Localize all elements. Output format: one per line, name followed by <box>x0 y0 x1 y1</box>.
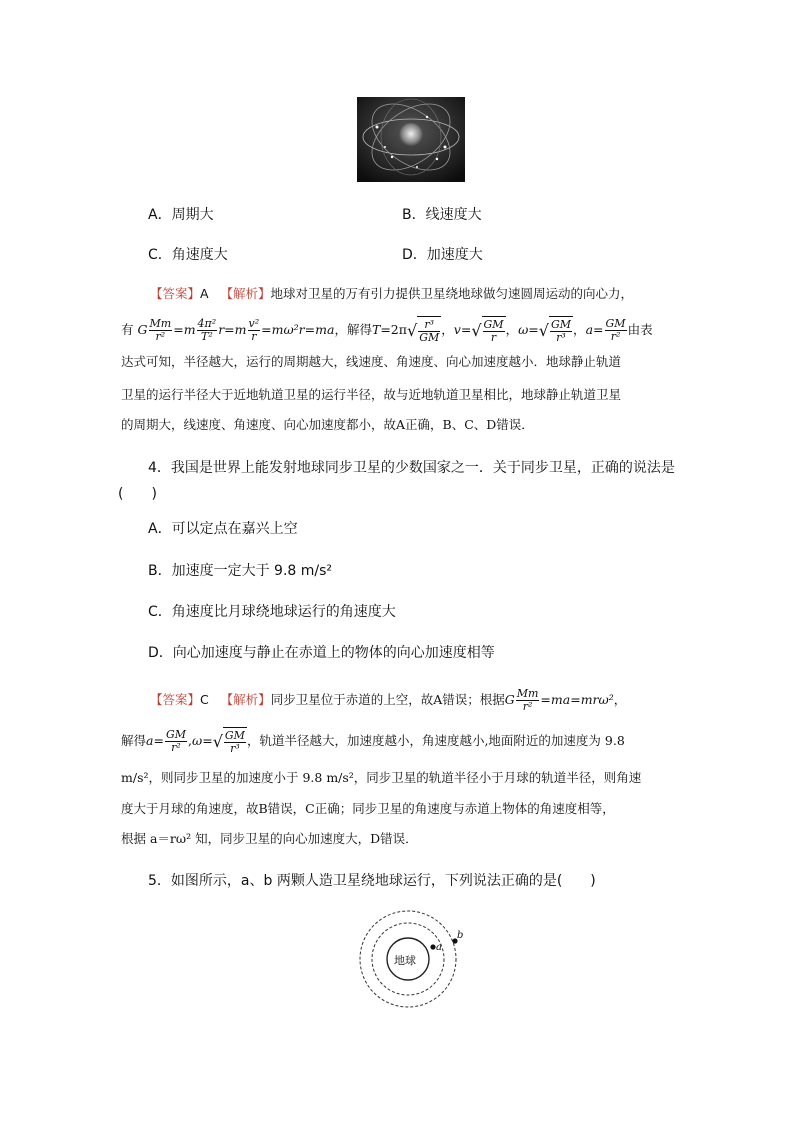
earth-label: 地球 <box>394 954 416 967</box>
analysis-text-2: ，轨道半径越大，加速度越小，角速度越小,地面附近的加速度为 9.8 <box>246 733 625 748</box>
text-jiede: ，解得 <box>334 322 372 337</box>
analysis-text: 同步卫星位于赤道的上空，故A错误；根据 <box>270 692 505 707</box>
q3-answer-line4: 卫星的运行半径大于近地轨道卫星的运行半径，故与近地轨道卫星相比，地球静止轨道卫星 <box>121 387 622 402</box>
text-jiede: 解得 <box>121 733 147 748</box>
q3-answer-line1 <box>150 284 633 304</box>
text-youbiao: 由表 <box>627 322 653 337</box>
answer-tag: 【答案】 <box>150 286 201 301</box>
q4-answer-line2: 解得a= $\frac{GM}{\text{r²}}$ ,ω=√ $\frac{GM}{\text{r³}}$ ，轨道半径越大，加速度越小，角速度越小,地面附近的加速度为 9.8 <box>121 728 625 755</box>
analysis-text: 地球对卫星的万有引力提供卫星绕地球做匀速圆周运动的向心力， <box>270 286 634 301</box>
text-you: 有 <box>121 322 134 337</box>
q4-answer-line3: m/s²，则同步卫星的加速度小于 9.8 m/s²，同步卫星的轨道半径小于月球的轨道半径，则角速 <box>121 770 642 785</box>
q4-option-d: D．向心加速度与静止在赤道上的物体的向心加速度相等 <box>148 645 495 661</box>
q4-option-c: C．角速度比月球绕地球运行的角速度大 <box>148 604 396 620</box>
q3-answer-line3: 达式可知，半径越大，运行的周期越大，线速度、角速度、向心加速度越小．地球静止轨道 <box>121 354 622 369</box>
option-a: A．周期大 <box>148 207 214 223</box>
option-d: D．加速度大 <box>402 247 483 263</box>
orbit-diagram <box>358 908 478 1008</box>
satellite-a-label: a <box>436 942 442 953</box>
orbit-graphic <box>357 97 465 182</box>
q3-answer-line2: 有 G $\frac{Mm}{\text{r²}}$ =m $\frac{\text{4π²}}{\text{T²}}$ r=m $\frac{\text{v²}}{r}$ =mω²r=ma，解得T=2π√ $\frac{\text{r³}}{GM}$ ，v=√ $\frac{GM}{r}$ ，ω=√ $\frac{GM}{\text{r³}}$ ，a= $\frac{GM}{\text{r²}}$ 由表 <box>121 317 653 344</box>
q4-answer-line1: 【答案】C 【解析】同步卫星位于赤道的上空，故A错误；根据G $\frac{Mm}{\text{r²}}$ =ma=mrω²， <box>150 687 627 713</box>
satellite-b-label: b <box>457 930 464 941</box>
q4-answer-line4: 度大于月球的角速度，故B错误，C正确；同步卫星的角速度与赤道上物体的角速度相等， <box>121 801 615 816</box>
q4-stem-line1: 4．我国是世界上能发射地球同步卫星的少数国家之一．关于同步卫星，正确的说法是 <box>148 460 675 476</box>
analysis-tag: 【解析】 <box>220 692 271 707</box>
satellite-a-dot <box>430 944 435 949</box>
answer-letter: C <box>200 692 209 707</box>
q4-option-a: A．可以定点在嘉兴上空 <box>148 521 298 537</box>
answer-letter: A <box>200 286 209 301</box>
q5-stem: 5．如图所示，a、b 两颗人造卫星绕地球运行，下列说法正确的是( ) <box>148 873 596 889</box>
satellite-orbit-photo <box>357 97 465 182</box>
orbit-diagram-svg <box>358 908 478 1008</box>
q4-stem-line2: ( ) <box>118 486 157 502</box>
q4-answer-line5: 根据 a＝rω² 知，同步卫星的向心加速度大，D错误． <box>121 831 418 846</box>
answer-tag: 【答案】 <box>150 692 201 707</box>
analysis-tag: 【解析】 <box>220 286 271 301</box>
option-c: C．角速度大 <box>148 247 228 263</box>
option-b: B．线速度大 <box>402 207 482 223</box>
q3-answer-line5: 的周期大，线速度、角速度、向心加速度都小，故A正确，B、C、D错误． <box>121 417 534 432</box>
q4-option-b: B．加速度一定大于 9.8 m/s² <box>148 563 333 579</box>
